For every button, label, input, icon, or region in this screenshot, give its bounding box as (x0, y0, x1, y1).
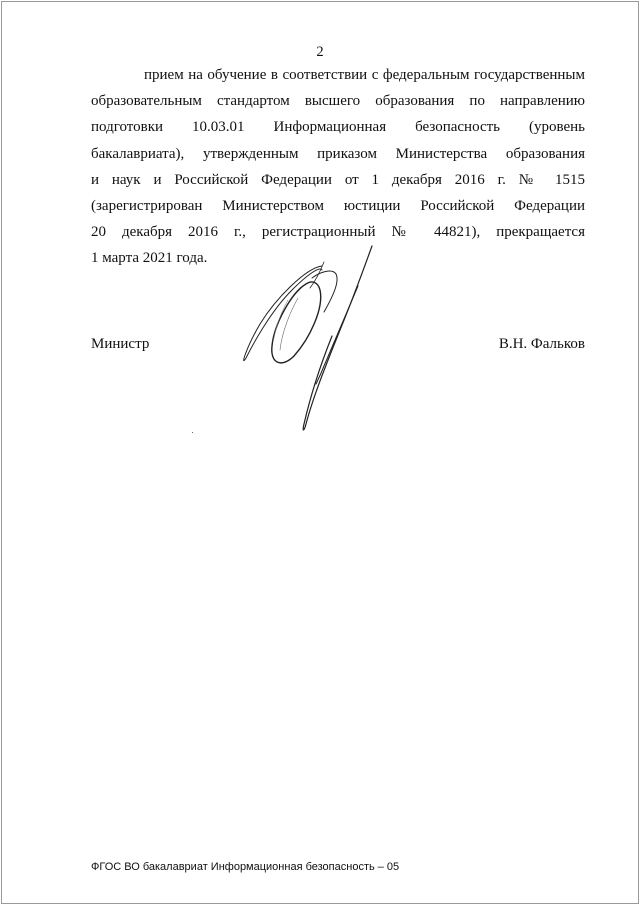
scan-speck (192, 432, 193, 433)
paragraph-line: подготовки 10.03.01 Информационная безопасность (уровень (91, 119, 585, 136)
paragraph-line: (зарегистрирован Министерством юстиции Российской Федерации (91, 198, 585, 215)
paragraph-line: 20 декабря 2016 г., регистрационный № 44821), прекращается (91, 224, 585, 241)
paragraph-line: прием на обучение в соответствии с федеральным государственным (144, 67, 585, 83)
paragraph-line: образовательным стандартом высшего образования по направлению (91, 93, 585, 110)
paragraph-line: и наук и Российской Федерации от 1 декабря 2016 г. № 1515 (91, 171, 585, 188)
paragraph-line: бакалавриата), утвержденным приказом Министерства образования (91, 145, 585, 162)
paragraph-line: 1 марта 2021 года. (91, 250, 208, 267)
signer-name: В.Н. Фальков (498, 336, 585, 352)
footer-text: ФГОС ВО бакалавриат Информационная безопасность – 05 (91, 861, 400, 873)
signer-title: Министр (91, 336, 150, 352)
page-number: 2 (316, 44, 324, 60)
signature-block (91, 336, 585, 358)
